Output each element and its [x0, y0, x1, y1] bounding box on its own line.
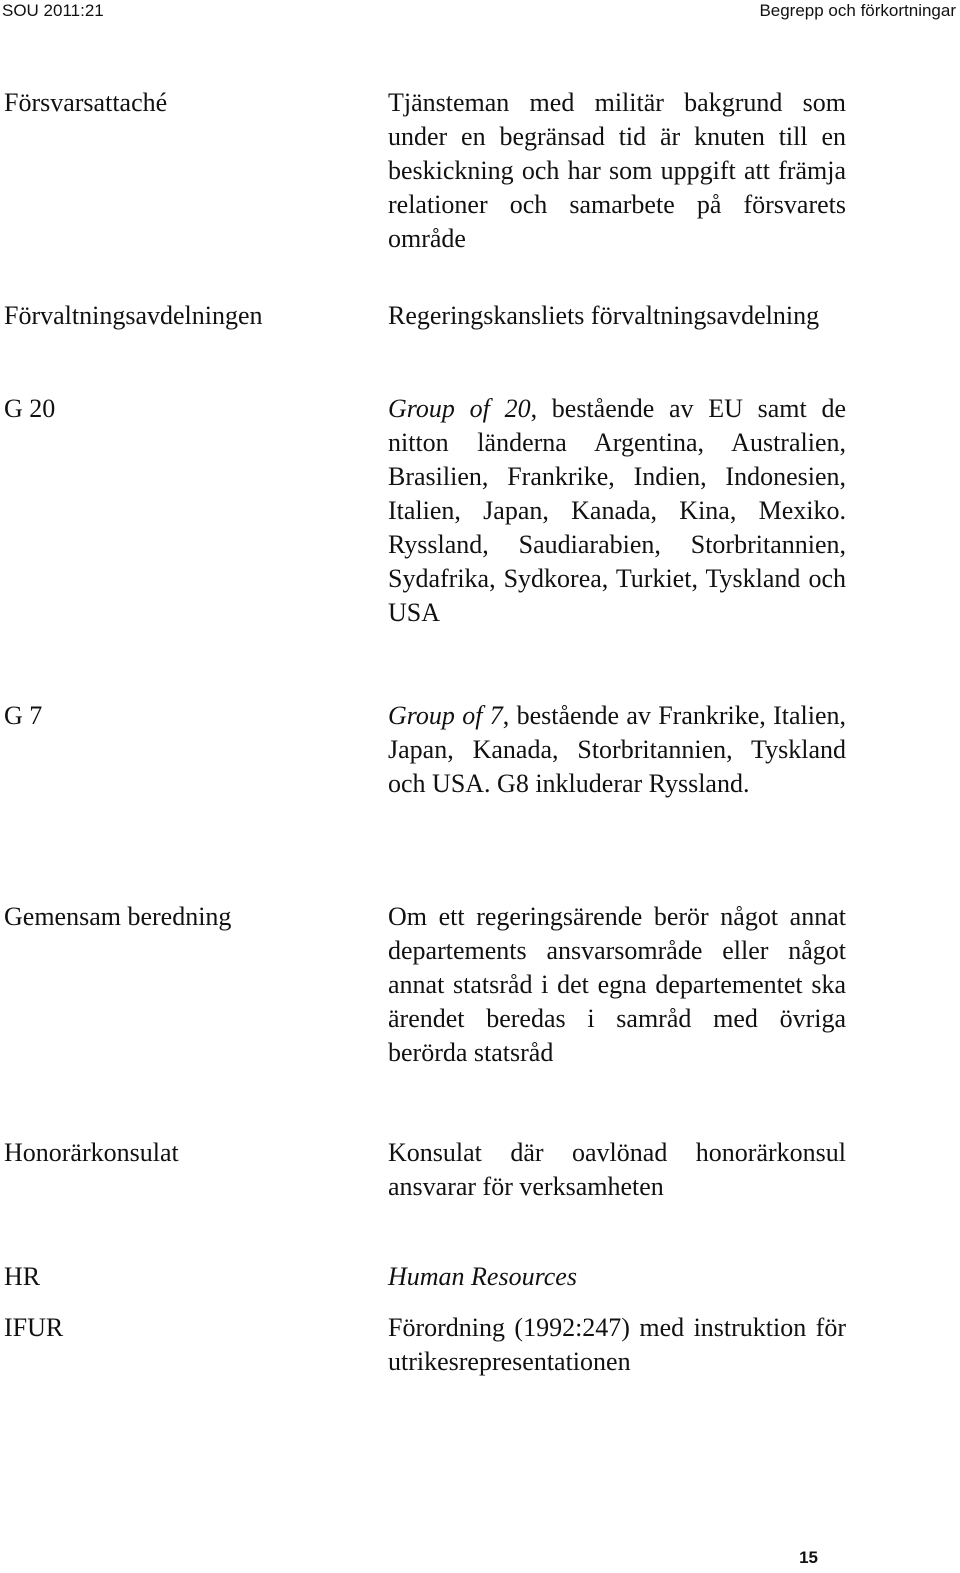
term-g20: G 20 — [4, 394, 56, 423]
definition-g20 — [388, 392, 846, 630]
definition-g7-text: , bestående av Frankrike, Italien, Japan, Kanada, Storbritannien, Tyskland och USA. G8 inkluderar Ryssland. — [388, 701, 847, 798]
definition-g7 — [388, 699, 846, 801]
term-ifur: IFUR — [4, 1313, 64, 1342]
term-g7: G 7 — [4, 701, 43, 730]
definition-gemensam-beredning: Om ett regeringsärende berör något annat departements ansvarsområde eller något annat statsråd i det egna departementet ska ärendet beredas i samråd med övriga berörda statsråd — [388, 902, 846, 1067]
definition-g7-italic: Group of 7 — [388, 701, 503, 730]
definition-g20-italic: Group of 20 — [388, 394, 531, 423]
running-header — [0, 0, 960, 22]
page-number: 15 — [799, 1548, 818, 1567]
definition-hr — [388, 1260, 846, 1294]
definition-forvaltningsavdelningen: Regeringskansliets förvaltningsavdelning — [388, 301, 820, 330]
definition-honorarkonsulat: Konsulat där oavlönad honorärkonsul ansvarar för verksamheten — [388, 1138, 846, 1201]
term-forvaltningsavdelningen: Förvaltningsavdelningen — [4, 301, 263, 330]
section-title: Begrepp och förkortningar — [759, 1, 956, 20]
term-hr: HR — [4, 1262, 41, 1291]
term-forsvarsattache: Försvarsattaché — [4, 88, 168, 117]
document-id: SOU 2011:21 — [2, 1, 104, 20]
term-honorarkonsulat: Honorärkonsulat — [4, 1138, 179, 1167]
definition-forsvarsattache: Tjänsteman med militär bakgrund som under en begränsad tid är knuten till en beskickning och har som uppgift att främja relationer och samarbete på försvarets område — [388, 88, 846, 253]
term-gemensam-beredning: Gemensam beredning — [4, 902, 232, 931]
definition-hr-italic: Human Resources — [388, 1262, 577, 1291]
definition-g20-text: , bestående av EU samt de nitton länderna Argentina, Australien, Brasilien, Frankrike, Indien, Indonesien, Italien, Japan, Kanada, Kina, Mexiko. Ryssland, Saudiarabien, Storbritannien, Sydafrika, Sydkorea, Turkiet, Tyskland och USA — [388, 394, 846, 627]
definition-ifur: Förordning (1992:247) med instruktion för utrikesrepresentationen — [388, 1313, 846, 1376]
